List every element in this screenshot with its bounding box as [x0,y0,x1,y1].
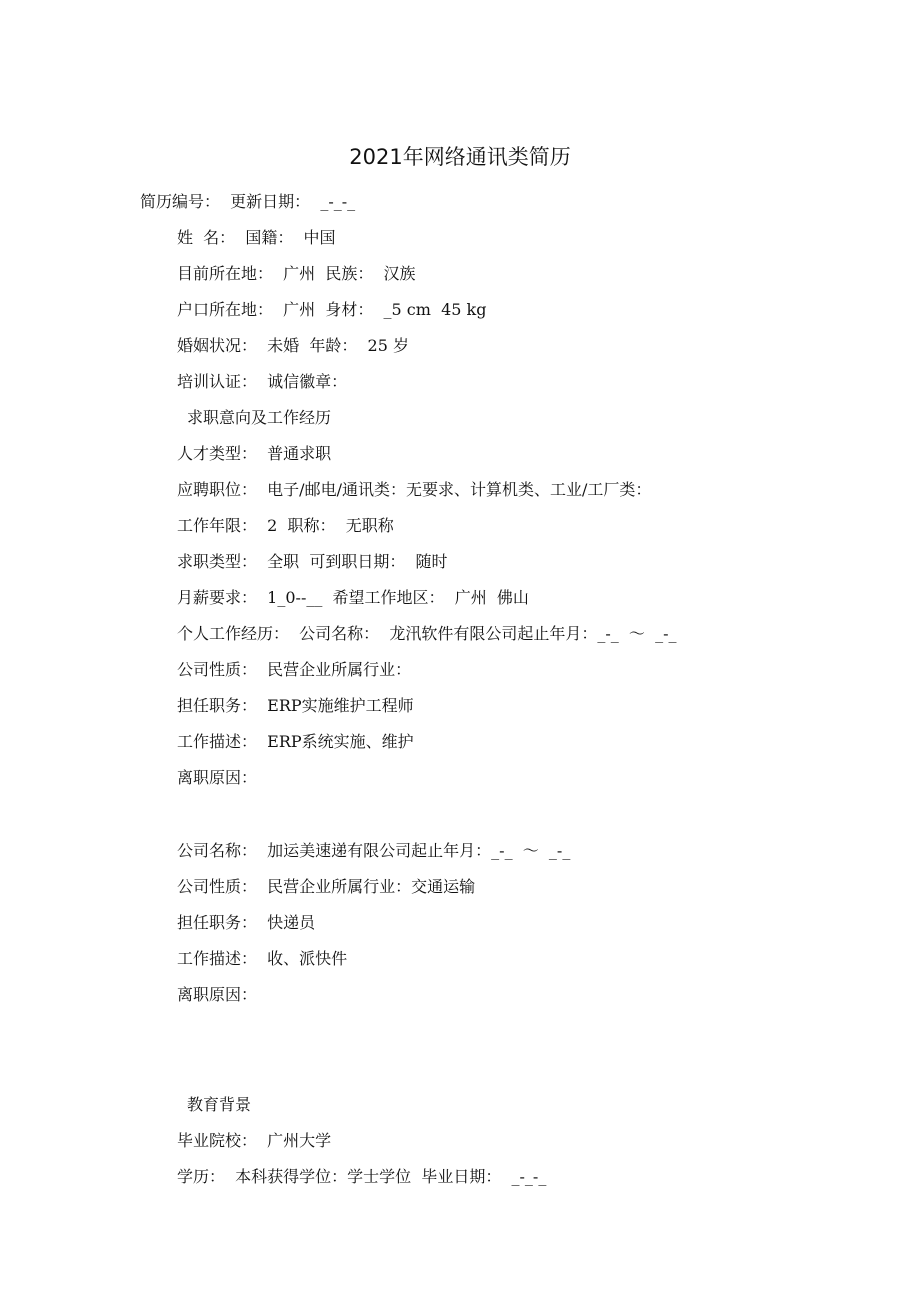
document-title: 2021年网络通讯类简历 [349,145,571,169]
leave-reason-line: 离职原因： [177,768,258,787]
name-nationality-line: 姓 名： 国籍： 中国 [177,228,336,247]
company-nature-line: 公司性质： 民营企业所属行业： [177,660,412,679]
resume-number-line: 简历编号： 更新日期： _-_-_ [140,192,356,211]
work-history-line: 个人工作经历： 公司名称： 龙汛软件有限公司起止年月：_-_ ～ _-_ [177,624,677,643]
hukou-line: 户口所在地： 广州 身材： _5 cm 45 kg [177,300,487,319]
company-nature-line-2: 公司性质： 民营企业所属行业：交通运输 [177,877,476,896]
talent-type-line: 人才类型： 普通求职 [177,444,332,463]
job-title-line: 担任职务： ERP实施维护工程师 [177,696,414,715]
section-heading-job-intent: 求职意向及工作经历 [187,408,332,427]
position-line: 应聘职位： 电子/邮电/通讯类：无要求、计算机类、工业/工厂类： [177,480,652,499]
job-description-line: 工作描述： ERP系统实施、维护 [177,732,414,751]
location-line: 目前所在地： 广州 民族： 汉族 [177,264,416,283]
job-title-line-2: 担任职务： 快递员 [177,913,316,932]
certification-line: 培训认证： 诚信徽章： [177,372,348,391]
degree-line: 学历： 本科获得学位：学士学位 毕业日期： _-_-_ [177,1167,547,1186]
job-description-line-2: 工作描述： 收、派快件 [177,949,348,968]
section-heading-education: 教育背景 [187,1095,252,1114]
job-type-line: 求职类型： 全职 可到职日期： 随时 [177,552,448,571]
leave-reason-line-2: 离职原因： [177,985,258,1004]
company-name-line-2: 公司名称： 加运美速递有限公司起止年月：_-_ ～ _-_ [177,841,571,860]
work-years-line: 工作年限： 2 职称： 无职称 [177,516,394,535]
marital-status-line: 婚姻状况： 未婚 年龄： 25 岁 [177,336,409,355]
school-line: 毕业院校： 广州大学 [177,1131,332,1150]
salary-line: 月薪要求： 1_0--__ 希望工作地区： 广州 佛山 [177,588,529,607]
